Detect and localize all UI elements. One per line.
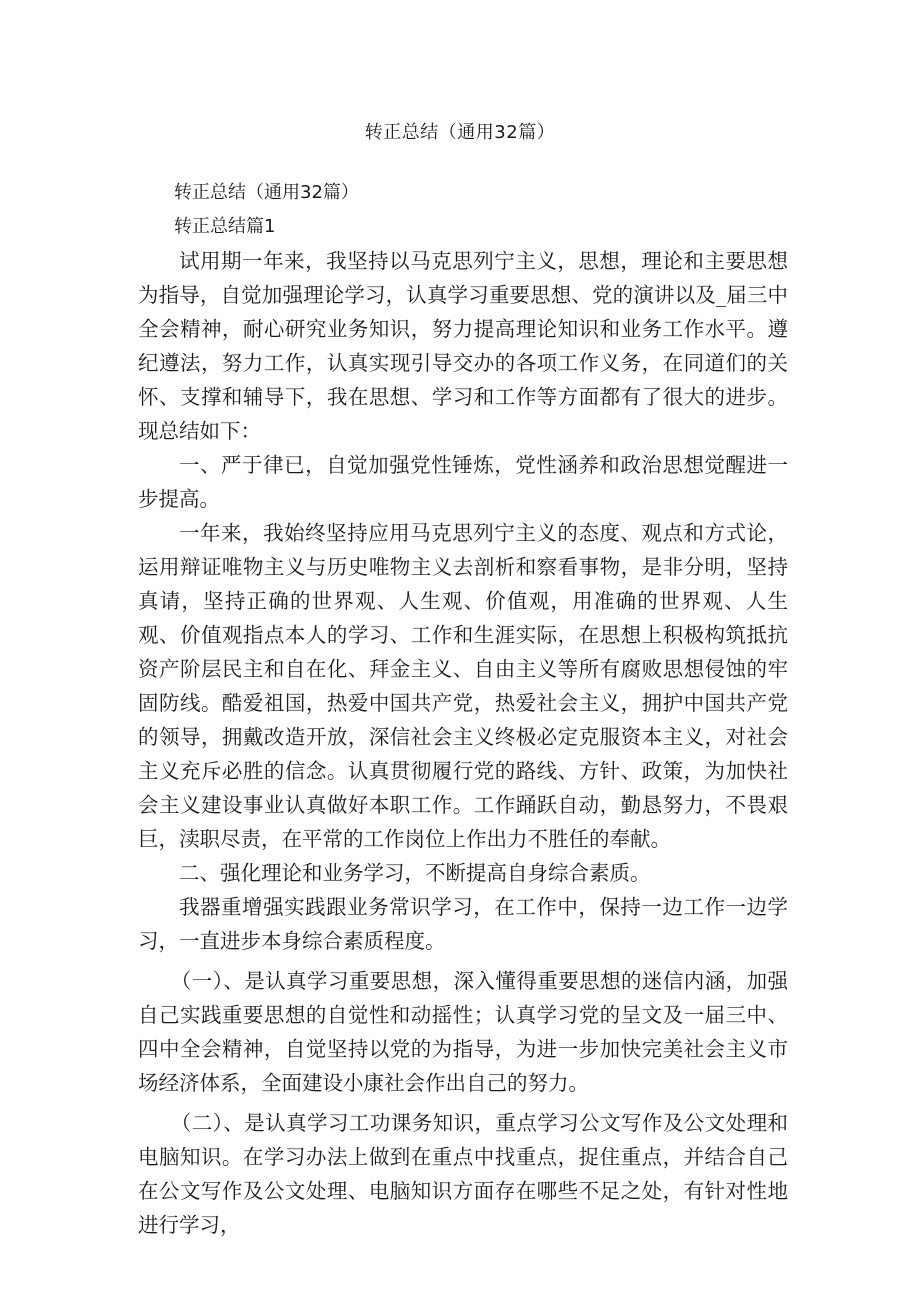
body-paragraph: 试用期一年来，我坚持以马克思列宁主义，思想，理论和主要思想为指导，自觉加强理论学习，认真学习重要思想、党的演讲以及_届三中全会精神，耐心研究业务知识，努力提高理论知识和业务工作水平。遵纪遵法，努力工作，认真实现引导交办的各项工作义务，在同道们的关怀、支撑和辅导下，我在思想、学习和工作等方面都有了很大的进步。现总结如下：: [138, 249, 788, 443]
sub-point-2: （二）、是认真学习工功课务知识，重点学习公文写作及公文处理和电脑知识。在学习办法上做到在重点中找重点，捉住重点，并结合自己在公文写作及公文处理、电脑知识方面存在哪些不足之处，有针对性地进行学习，: [138, 1111, 788, 1237]
body-paragraph: 我器重增强实践跟业务常识学习，在工作中，保持一边工作一边学习，一直进步本身综合素质程度。: [138, 895, 788, 953]
document-body: [138, 176, 788, 1242]
section-heading: 转正总结篇1: [174, 216, 276, 237]
document-title: 转正总结（通用32篇）: [364, 122, 556, 143]
subtitle-paragraph: 转正总结（通用32篇）: [174, 182, 359, 203]
sub-point-1: （一）、是认真学习重要思想，深入懂得重要思想的迷信内涵，加强自己实践重要思想的自觉性和动摇性；认真学习党的呈文及一届三中、四中全会精神，自觉坚持以党的为指导，为进一步加快完美社会主义市场经济体系，全面建设小康社会作出自己的努力。: [138, 969, 788, 1095]
body-paragraph: 一年来，我始终坚持应用马克思列宁主义的态度、观点和方式论，运用辩证唯物主义与历史唯物主义去剖析和察看事物，是非分明，坚持真请，坚持正确的世界观、人生观、价值观，用准确的世界观、人生观、价值观指点本人的学习、工作和生涯实际，在思想上积极构筑抵抗资产阶层民主和自在化、拜金主义、自由主义等所有腐败思想侵蚀的牢固防线。酷爱祖国，热爱中国共产党，热爱社会主义，拥护中国共产党的领导，拥戴改造开放，深信社会主义终极必定克服资本主义，对社会主义充斥必胜的信念。认真贯彻履行党的路线、方针、政策，为加快社会主义建设事业认真做好本职工作。工作踊跃自动，勤恳努力，不畏艰巨，渎职尽责，在平常的工作岗位上作出力不胜任的奉献。: [138, 521, 788, 851]
point-heading-2: 二、强化理论和业务学习，不断提高自身综合素质。: [179, 861, 651, 885]
point-heading-1: 一、严于律已，自觉加强党性锤炼，党性涵养和政治思想觉醒进一步提高。: [138, 453, 788, 511]
